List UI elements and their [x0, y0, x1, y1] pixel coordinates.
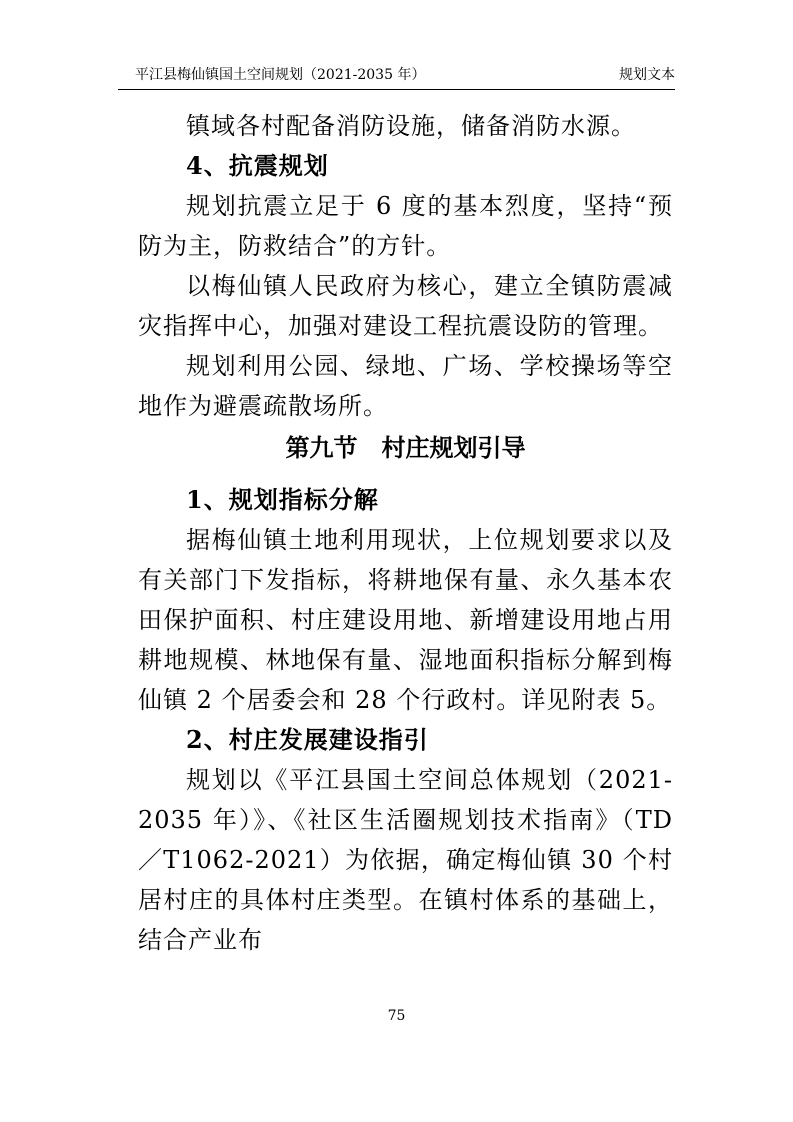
heading-earthquake-planning: 4、抗震规划 [186, 151, 329, 180]
section-title: 第九节 村庄规划引导 [285, 434, 526, 462]
paragraph-indicator-breakdown: 据梅仙镇土地利用现状，上位规划要求以及有关部门下发指标，将耕地保有量、永久基本农田保护面积、村庄建设用地、新增建设用地占用耕地规模、林地保有量、湿地面积指标分解到梅仙镇 2 个居委会和 28 个行政村。详见附表 5。 [138, 526, 673, 714]
header-doc-type: 规划文本 [619, 67, 675, 83]
header-title: 平江县梅仙镇国土空间规划（2021-2035 年） [135, 67, 426, 83]
heading-indicator-breakdown: 1、规划指标分解 [186, 485, 379, 514]
heading-village-guidance: 2、村庄发展建设指引 [186, 725, 429, 754]
paragraph-seismic-intensity: 规划抗震立足于 6 度的基本烈度，坚持“预防为主，防救结合”的方针。 [138, 192, 673, 260]
paragraph-village-guidance: 规划以《平江县国土空间总体规划（2021-2035 年）》、《社区生活圈规划技术指南》（TD／T1062-2021）为依据，确定梅仙镇 30 个村居村庄的具体村庄类型。在镇村体系的基础上，结合产业布 [138, 766, 673, 954]
page-body [138, 106, 673, 960]
paragraph-evacuation-sites: 规划利用公园、绿地、广场、学校操场等空地作为避震疏散场所。 [138, 352, 673, 420]
paragraph-fire-water: 镇域各村配备消防设施，储备消防水源。 [186, 112, 636, 140]
page-number: 75 [387, 1008, 406, 1024]
paragraph-command-center: 以梅仙镇人民政府为核心，建立全镇防震减灾指挥中心，加强对建设工程抗震设防的管理。 [138, 272, 673, 340]
header-rule [118, 89, 675, 90]
